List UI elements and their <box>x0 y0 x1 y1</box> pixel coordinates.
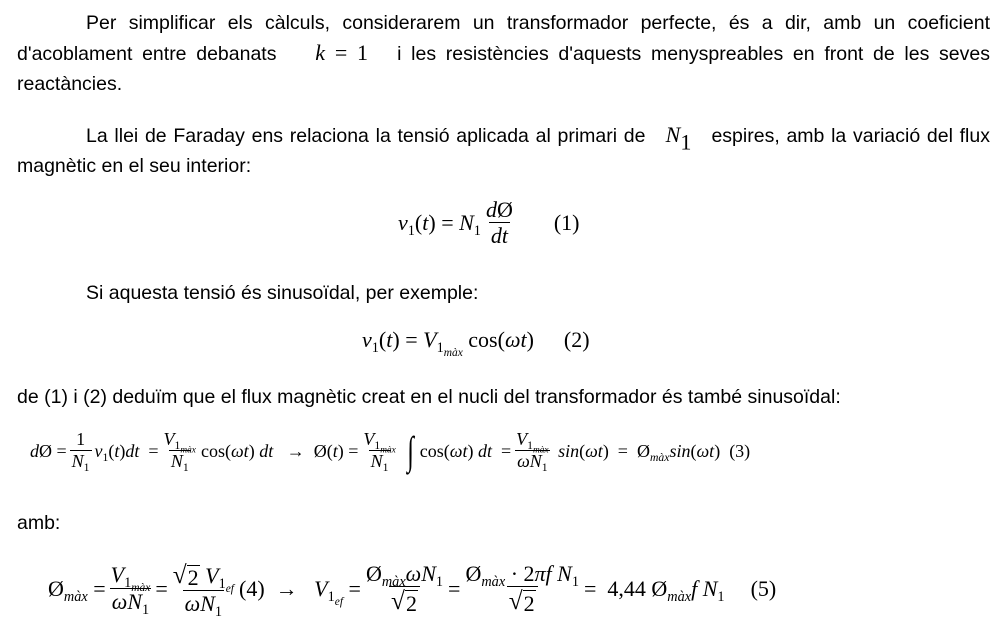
paragraph-3 <box>17 278 990 308</box>
coupling-coefficient-expr: k = 1 <box>315 40 369 65</box>
equation-1: $v_1(t) = N_1$ $\frac{dØ}{dt}$ (1) <box>398 197 580 249</box>
equation-1-number: (1) <box>553 210 580 236</box>
paragraph-4 <box>17 382 990 412</box>
equation-2: $v_1(t) = V_{1_{màx}}$ cos(ωt) (2) <box>362 327 590 359</box>
n1-symbol: $N_1$ <box>665 122 692 155</box>
paragraph-1 <box>17 8 990 99</box>
paragraph-5-text: amb: <box>17 512 61 534</box>
equation-3-number: (3) <box>729 440 751 461</box>
equation-2-number: (2) <box>563 327 590 352</box>
paragraph-4-text: de (1) i (2) deduïm que el flux magnètic creat en el nucli del transformador és també sinusoïdal: <box>17 386 841 408</box>
paragraph-3-text: Si aquesta tensió és sinusoïdal, per exemple: <box>86 282 479 304</box>
paragraph-2-text-a: La llei de Faraday ens relaciona la tensió aplicada al primari de <box>86 125 646 147</box>
paragraph-2 <box>17 120 990 181</box>
paragraph-1-text-b: i les resistències d'aquests menyspreables en front de les seves reactàncies. <box>17 43 990 95</box>
equation-3: dØ = $\frac{1}{N_1}$ $v_1(t)dt$ = $\frac{V_{1_{màx}}}{N_1}$ cos(ωt) dt → Ø(t) = $\frac{V_{1_{màx}}}{N_1}$ ∫ cos(ωt) dt = $\frac{V_{1_{màx}}}{\omega N_1}$ $\sin(\omega t) = Ø_{màx}\sin(\omega t)$ (3) <box>30 428 751 475</box>
paragraph-2-text-b: espires, amb la variació del flux magnètic en el seu interior: <box>17 125 990 177</box>
equation-4-number: (4) <box>239 576 265 602</box>
coefficient-value: 4,44 <box>607 576 646 602</box>
paragraph-5 <box>17 508 990 538</box>
equation-4-5: $Ø_{màx}$ = $\frac{V_{1_{màx}}}{\omega N_1}$ = √ 2 $V_{1_{ef}}$ $\omega N_1$ (4) → $V_{1_{ef}}$ = $Ø_{màx}\omega N_1$ √ 2 = $Ø_{màx} \cdot 2\pi f$ $N_1$ √ 2 = 4,44 $Ø_{màx}f$ $N_1$ (5) <box>48 561 777 620</box>
equation-5-number: (5) <box>750 576 777 602</box>
paragraph-1-text-a: Per simplificar els càlculs, considerarem un transformador perfecte, és a dir, amb un coeficient d'acoblament entre debanats <box>17 12 990 65</box>
